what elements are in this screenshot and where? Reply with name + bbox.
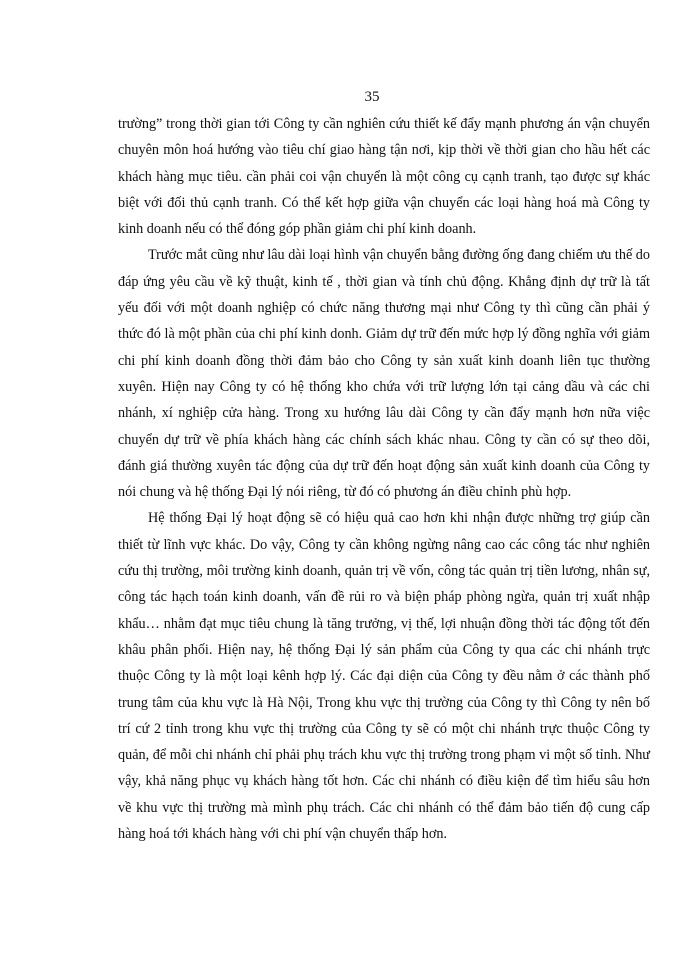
page-number: 35: [364, 89, 380, 105]
paragraph-transport-continuation: trường” trong thời gian tới Công ty cần nghiên cứu thiết kế đẩy mạnh phương án vận chuyển chuyên môn hoá hướng vào tiêu chí giao hàng tận nơi, kịp thời về thời gian cho hầu hết các khách hàng mục tiêu. cần phải coi vận chuyển là một công cụ cạnh tranh, tạo được sự khác biệt với đối thủ cạnh tranh. Có thể kết hợp giữa vận chuyển các loại hàng hoá mà Công ty kinh doanh nếu có thể đóng góp phần giảm chi phí kinh doanh.: [118, 116, 650, 238]
body-text: [118, 111, 650, 847]
paragraph-agent-system: Hệ thống Đại lý hoạt động sẽ có hiệu quả cao hơn khi nhận được những trợ giúp cần thiết từ lĩnh vực khác. Do vậy, Công ty cần không ngừng nâng cao các công tác như nghiên cứu thị trường, môi trường kinh doanh, quản trị về vốn, công tác quản trị tiền lương, nhân sự, công tác hạch toán kinh doanh, vấn đề rủi ro và biện pháp phòng ngừa, quản trị xuất nhập khẩu… nhằm đạt mục tiêu chung là tăng trưởng, vị thế, lợi nhuận đồng thời tác động tốt đến khâu phân phối. Hiện nay, hệ thống Đại lý sản phẩm của Công ty qua các chi nhánh trực thuộc Công ty là một loại kênh hợp lý. Các đại diện của Công ty đều nằm ở các thành phố trung tâm của khu vực là Hà Nội, Trong khu vực thị trường của Công ty thì Công ty nên bố trí cứ 2 tỉnh trong khu vực thị trường của Công ty sẽ có một chi nhánh trực thuộc Công ty quản, để mỗi chi nhánh chỉ phải phụ trách khu vực thị trường trong phạm vi một số tỉnh. Như vậy, khả năng phục vụ khách hàng tốt hơn. Các chi nhánh có điều kiện để tìm hiểu sâu hơn về khu vực thị trường mà mình phụ trách. Các chi nhánh có thể đảm bảo tiến độ cung cấp hàng hoá tới khách hàng với chi phí vận chuyển thấp hơn.: [118, 510, 650, 843]
paragraph-inventory-reserve: Trước mắt cũng như lâu dài loại hình vận chuyển bằng đường ống đang chiếm ưu thế do đáp ứng yêu cầu về kỹ thuật, kinh tế , thời gian và tính chủ động. Khẳng định dự trữ là tất yếu đối với một doanh nghiệp có chức năng thương mại như Công ty thì cũng cần phải ý thức đó là một phần của chi phí kinh donh. Giảm dự trữ đến mức hợp lý đồng nghĩa với giảm chi phí kinh doanh đồng thời đảm bảo cho Công ty sản xuất kinh doanh liên tục thường xuyên. Hiện nay Công ty có hệ thống kho chứa với trữ lượng lớn tại cảng dầu và các chi nhánh, xí nghiệp cửa hàng. Trong xu hướng lâu dài Công ty cần đẩy mạnh hơn nữa việc chuyển dự trữ về phía khách hàng các chính sách khác nhau. Công ty cần có sự theo dõi, đánh giá thường xuyên tác động của dự trữ đến hoạt động sản xuất kinh doanh của Công ty nói chung và hệ thống Đại lý nói riêng, từ đó có phương án điều chỉnh phù hợp.: [118, 247, 650, 501]
